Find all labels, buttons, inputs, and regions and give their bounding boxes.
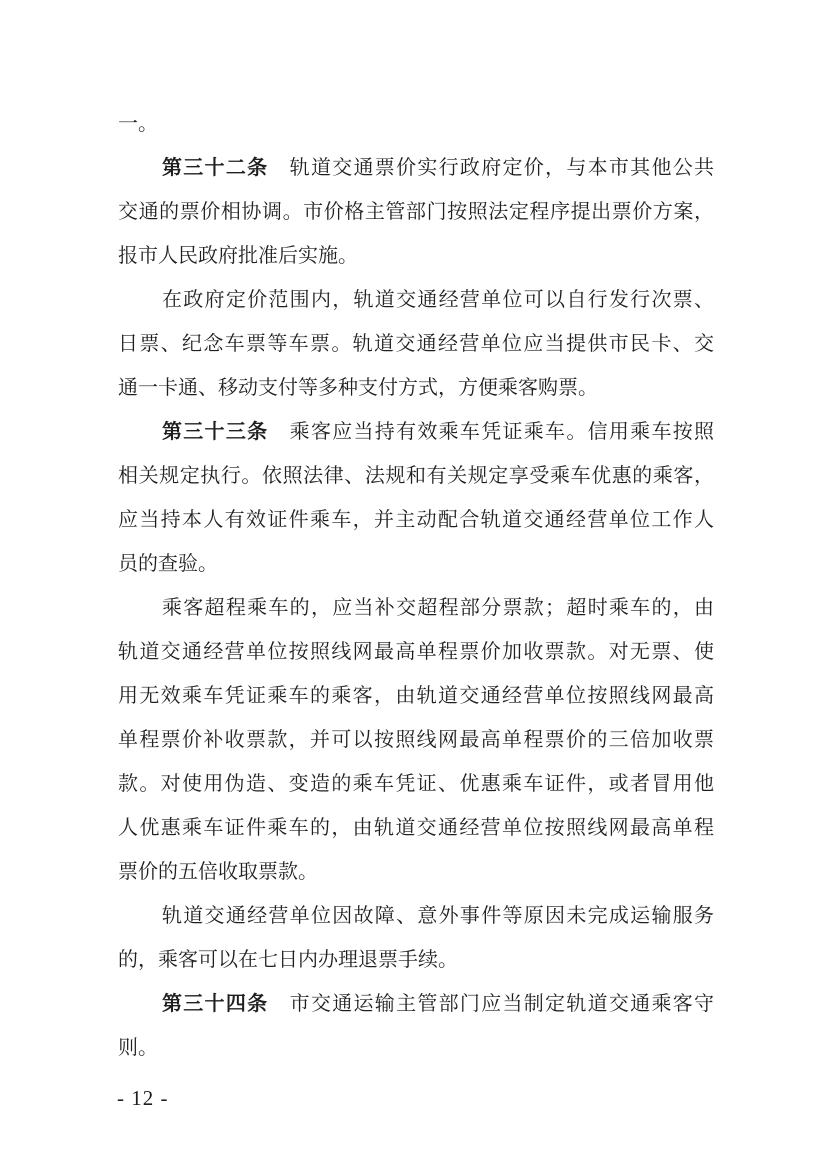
line-text: 轨道交通经营单位因故障、意外事件等原因未完成运输服务	[162, 905, 714, 927]
text-line	[118, 630, 714, 674]
line-text: 应当持本人有效证件乘车，并主动配合轨道交通经营单位工作人	[118, 509, 714, 531]
text-line	[118, 894, 714, 938]
text-line	[118, 850, 714, 894]
text-line	[118, 102, 714, 146]
text-line	[118, 718, 714, 762]
line-text: 日票、纪念车票等车票。轨道交通经营单位应当提供市民卡、交	[118, 333, 714, 355]
line-text: 用无效乘车凭证乘车的乘客，由轨道交通经营单位按照线网最高	[118, 685, 714, 707]
page-number: - 12 -	[117, 1086, 169, 1110]
article-number: 第三十二条	[162, 157, 269, 179]
line-text: 则。	[118, 1037, 158, 1059]
line-text: 的，乘客可以在七日内办理退票手续。	[118, 949, 458, 971]
line-text: 报市人民政府批准后实施。	[118, 245, 358, 267]
line-text: 人优惠乘车证件乘车的，由轨道交通经营单位按照线网最高单程	[118, 817, 714, 839]
line-text: 款。对使用伪造、变造的乘车凭证、优惠乘车证件，或者冒用他	[118, 773, 714, 795]
line-text: 乘客应当持有效乘车凭证乘车。信用乘车按照	[268, 421, 714, 443]
text-line	[118, 938, 714, 982]
line-text: 轨道交通票价实行政府定价，与本市其他公共	[268, 157, 714, 179]
line-text: 乘客超程乘车的，应当补交超程部分票款；超时乘车的，由	[162, 597, 714, 619]
text-line	[118, 454, 714, 498]
text-line	[118, 1026, 714, 1070]
text-line	[118, 366, 714, 410]
line-text: 交通的票价相协调。市价格主管部门按照法定程序提出票价方案，	[118, 201, 714, 223]
line-text: 单程票价补收票款，并可以按照线网最高单程票价的三倍加收票	[118, 729, 714, 751]
text-line	[118, 278, 714, 322]
text-line	[118, 322, 714, 366]
article-number: 第三十三条	[162, 421, 269, 443]
line-text: 在政府定价范围内，轨道交通经营单位可以自行发行次票、	[162, 289, 714, 311]
text-line	[118, 982, 714, 1026]
text-line	[118, 542, 714, 586]
text-line	[118, 498, 714, 542]
line-text: 相关规定执行。依照法律、法规和有关规定享受乘车优惠的乘客，	[118, 465, 714, 487]
line-text: 轨道交通经营单位按照线网最高单程票价加收票款。对无票、使	[118, 641, 714, 663]
document-body	[118, 102, 714, 1070]
line-text: 票价的五倍收取票款。	[118, 861, 318, 883]
text-line	[118, 146, 714, 190]
text-line	[118, 586, 714, 630]
line-text: 员的查验。	[118, 553, 218, 575]
article-number: 第三十四条	[162, 993, 269, 1015]
text-line	[118, 410, 714, 454]
line-text: 市交通运输主管部门应当制定轨道交通乘客守	[268, 993, 714, 1015]
text-line	[118, 762, 714, 806]
text-line	[118, 674, 714, 718]
line-text: 一。	[118, 113, 158, 135]
line-text: 通一卡通、移动支付等多种支付方式，方便乘客购票。	[118, 377, 598, 399]
text-line	[118, 234, 714, 278]
text-line	[118, 190, 714, 234]
text-line	[118, 806, 714, 850]
